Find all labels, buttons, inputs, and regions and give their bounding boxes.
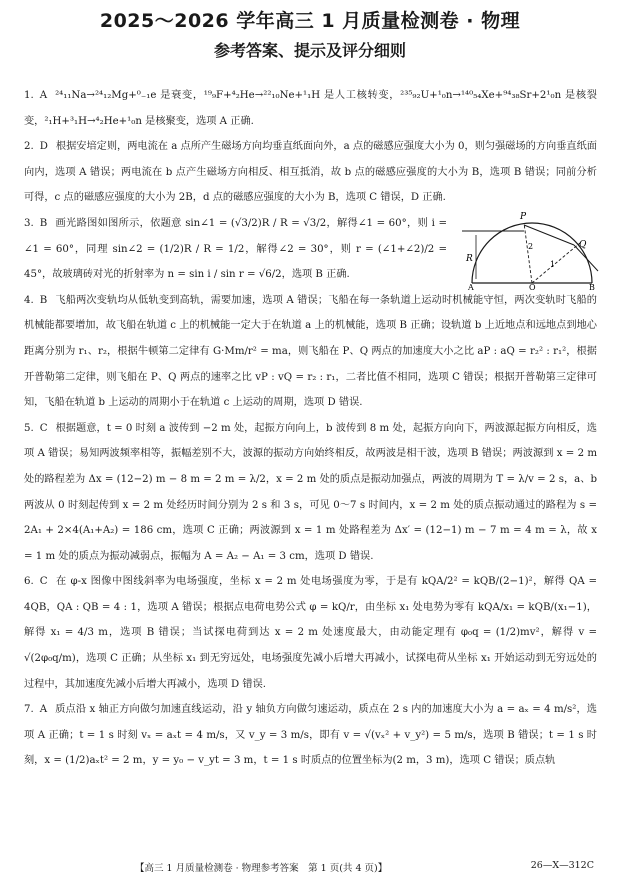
normal-line-p: [524, 223, 532, 283]
question-1: [24, 83, 597, 134]
question-5: [24, 416, 597, 570]
question-answer: A: [39, 90, 48, 101]
question-answer: C: [39, 576, 48, 588]
semicircle-outline: [472, 223, 592, 283]
question-explanation: 在 φ-x 图像中图线斜率为电场强度，坐标 x = 2 m 处电场强度为零，于是有 kQA/2² = kQB/(2−1)²，解得 QA = 4QB，QA : QB = 4 : 1，选项 A 错误；根据点电荷电势公式 φ = kQ/r，由坐标 x₁ 处电势为零有 kQA/x₁ = kQB/(x₁−1)，解得 x₁ = 4/3 m，选项 B 错误；当试探电荷到达 x = 2 m 处速度最大，由动能定理有 φ₀q = (1/2)mv²，解得 v = √(2φ₀q/m)，选项 C 正确；从坐标 x₁ 到无穷远处，电场强度先减小后增大再减小，试探电荷从坐标 x₁ 开始运动到无穷远处的过程中，其加速度先减小后增大再减小，选项 D 错误.: [24, 576, 597, 690]
question-2: [24, 134, 597, 211]
question-number: 5.: [24, 422, 34, 434]
question-7: [24, 697, 597, 774]
label-angle-2: 2: [528, 242, 534, 251]
label-angle-1: 1: [550, 260, 556, 269]
label-p: P: [520, 212, 527, 222]
question-explanation: 质点沿 x 轴正方向做匀加速直线运动，沿 y 轴负方向做匀速运动，质点在 2 s 内的加速度大小为 a = aₓ = 4 m/s²，选项 A 正确；t = 1 s 时刻 vₓ = aₓt = 4 m/s，又 v_y = 3 m/s，即有 v = √(vₓ² + v_y²) = 5 m/s，选项 B 错误；t = 1 s 时刻，x = (1/2)aₓt² = 2 m，y = y₀ − v_yt = 3 m，t = 1 s 时质点的位置坐标为(2 m，3 m)，选项 C 错误；质点轨: [24, 704, 597, 767]
page-subtitle: 参考答案、提示及评分细则: [213, 41, 406, 60]
question-answer: B: [39, 217, 48, 229]
question-6: [24, 569, 597, 697]
question-explanation: ²⁴₁₁Na→²⁴₁₂Mg+⁰₋₁e 是衰变，¹⁹₉F+⁴₂He→²²₁₀Ne+¹₁H 是人工核转变，²³⁵₉₂U+¹₀n→¹⁴⁰₅₄Xe+⁹⁴₃₈Sr+2¹₀n 是核裂变，²₁H+³₁H→⁴₂He+¹₀n 是核聚变，选项 A 正确.: [24, 90, 597, 127]
question-answer: C: [39, 422, 48, 434]
question-answer: A: [39, 704, 48, 716]
normal-line-q: [532, 243, 580, 283]
question-explanation: 根据安培定则，两电流在 a 点所产生磁场方向均垂直纸面向外，a 点的磁感应强度大小为 0，则匀强磁场的方向垂直纸面向内，选项 A 错误；两电流在 b 点产生磁场方向相反、相互抵消，故 b 点的磁感应强度的大小为 B，选项 B 错误；同前分析可得，c 点的磁感应强度的大小为 2B，d 点的磁感应强度的大小为 B，选项 C 错误，D 正确.: [24, 141, 597, 204]
label-a: A: [468, 283, 474, 290]
question-explanation: 飞船两次变轨均从低轨变到高轨，需要加速，选项 A 错误；飞船在每一条轨道上运动时机械能守恒，两次变轨时飞船的机械能都要增加，故飞船在轨道 c 上的机械能一定大于在轨道 a 上的机械能，选项 B 正确；设轨道 b 上近地点和远地点到地心距离分别为 r₁、r₂，根据牛顿第二定律有 G·Mm/r² = ma，则飞船在 P、Q 两点的加速度大小之比 aP : aQ = r₂² : r₁²，根据开普勒第二定律，则飞船在 P、Q 两点的速率之比 vP : vQ = r₂ : r₁，二者比值不相同，选项 C 错误；根据开普勒第三定律可知，飞船在轨道 b 上运动的周期小于在轨道 c 上运动的周期，选项 D 错误.: [24, 294, 597, 409]
label-o: O: [529, 283, 536, 290]
question-number: 7.: [24, 704, 34, 716]
question-number: 6.: [24, 576, 34, 588]
question-answer: B: [39, 294, 48, 306]
question-answer: D: [39, 141, 48, 153]
question-explanation: 画光路图如图所示，依题意 sin∠1 = (√3/2)R / R = √3/2，解得∠1 = 60°，则 i = ∠1 = 60°，同理 sin∠2 = (1/2)R / R = 1/2，解得∠2 = 30°，则 r = (∠1+∠2)/2 = 45°，故玻璃砖对光的折射率为 n = sin i / sin r = √6/2，选项 B 正确.: [24, 217, 447, 281]
answer-list: [24, 83, 597, 774]
footer-code: 26—X—312C: [530, 860, 594, 871]
question-4: [24, 288, 597, 416]
label-r: R: [466, 254, 473, 264]
question-number: 1.: [24, 90, 34, 101]
label-q: Q: [579, 240, 587, 250]
question-number: 3.: [24, 217, 34, 229]
footer-page-info: 【高三 1 月质量检测卷 · 物理参考答案 第 1 页(共 4 页)】: [135, 863, 388, 874]
question-explanation: 根据题意，t = 0 时刻 a 波传到 −2 m 处，起振方向向上，b 波传到 8 m 处，起振方向向下，两波源起振方向相反，选项 A 错误；易知两波频率相等，振幅差别不大，波源的振动方向始终相反，故两波是相干波，选项 B 错误；两波源到 x = 2 m 处的路程差为 Δx = (12−2) m − 8 m = 2 m = λ/2，x = 2 m 处的质点是振动加强点，两波的周期为 T = λ/v = 2 s，a、b 两波从 0 时刻起传到 x = 2 m 处经历时间分别为 2 s 和 3 s，可见 0～7 s 时间内，x = 2 m 处的质点振动通过的路程为 s = 2A₁ + 2×4(A₁+A₂) = 186 cm，选项 C 正确；两波源到 x = 1 m 处路程差为 Δx′ = (12−1) m − 7 m = 4 m = λ，故 x = 1 m 处的质点为振动减弱点，振幅为 A = A₂ − A₁ = 3 cm，选项 D 错误.: [24, 422, 597, 562]
page-footer: [0, 860, 620, 876]
question-number: 2.: [24, 141, 34, 153]
question-number: 4.: [24, 294, 34, 306]
page-title: 2025～2026 学年高三 1 月质量检测卷 · 物理: [99, 10, 521, 32]
label-b: B: [589, 283, 595, 290]
light-path-diagram: [462, 205, 602, 290]
